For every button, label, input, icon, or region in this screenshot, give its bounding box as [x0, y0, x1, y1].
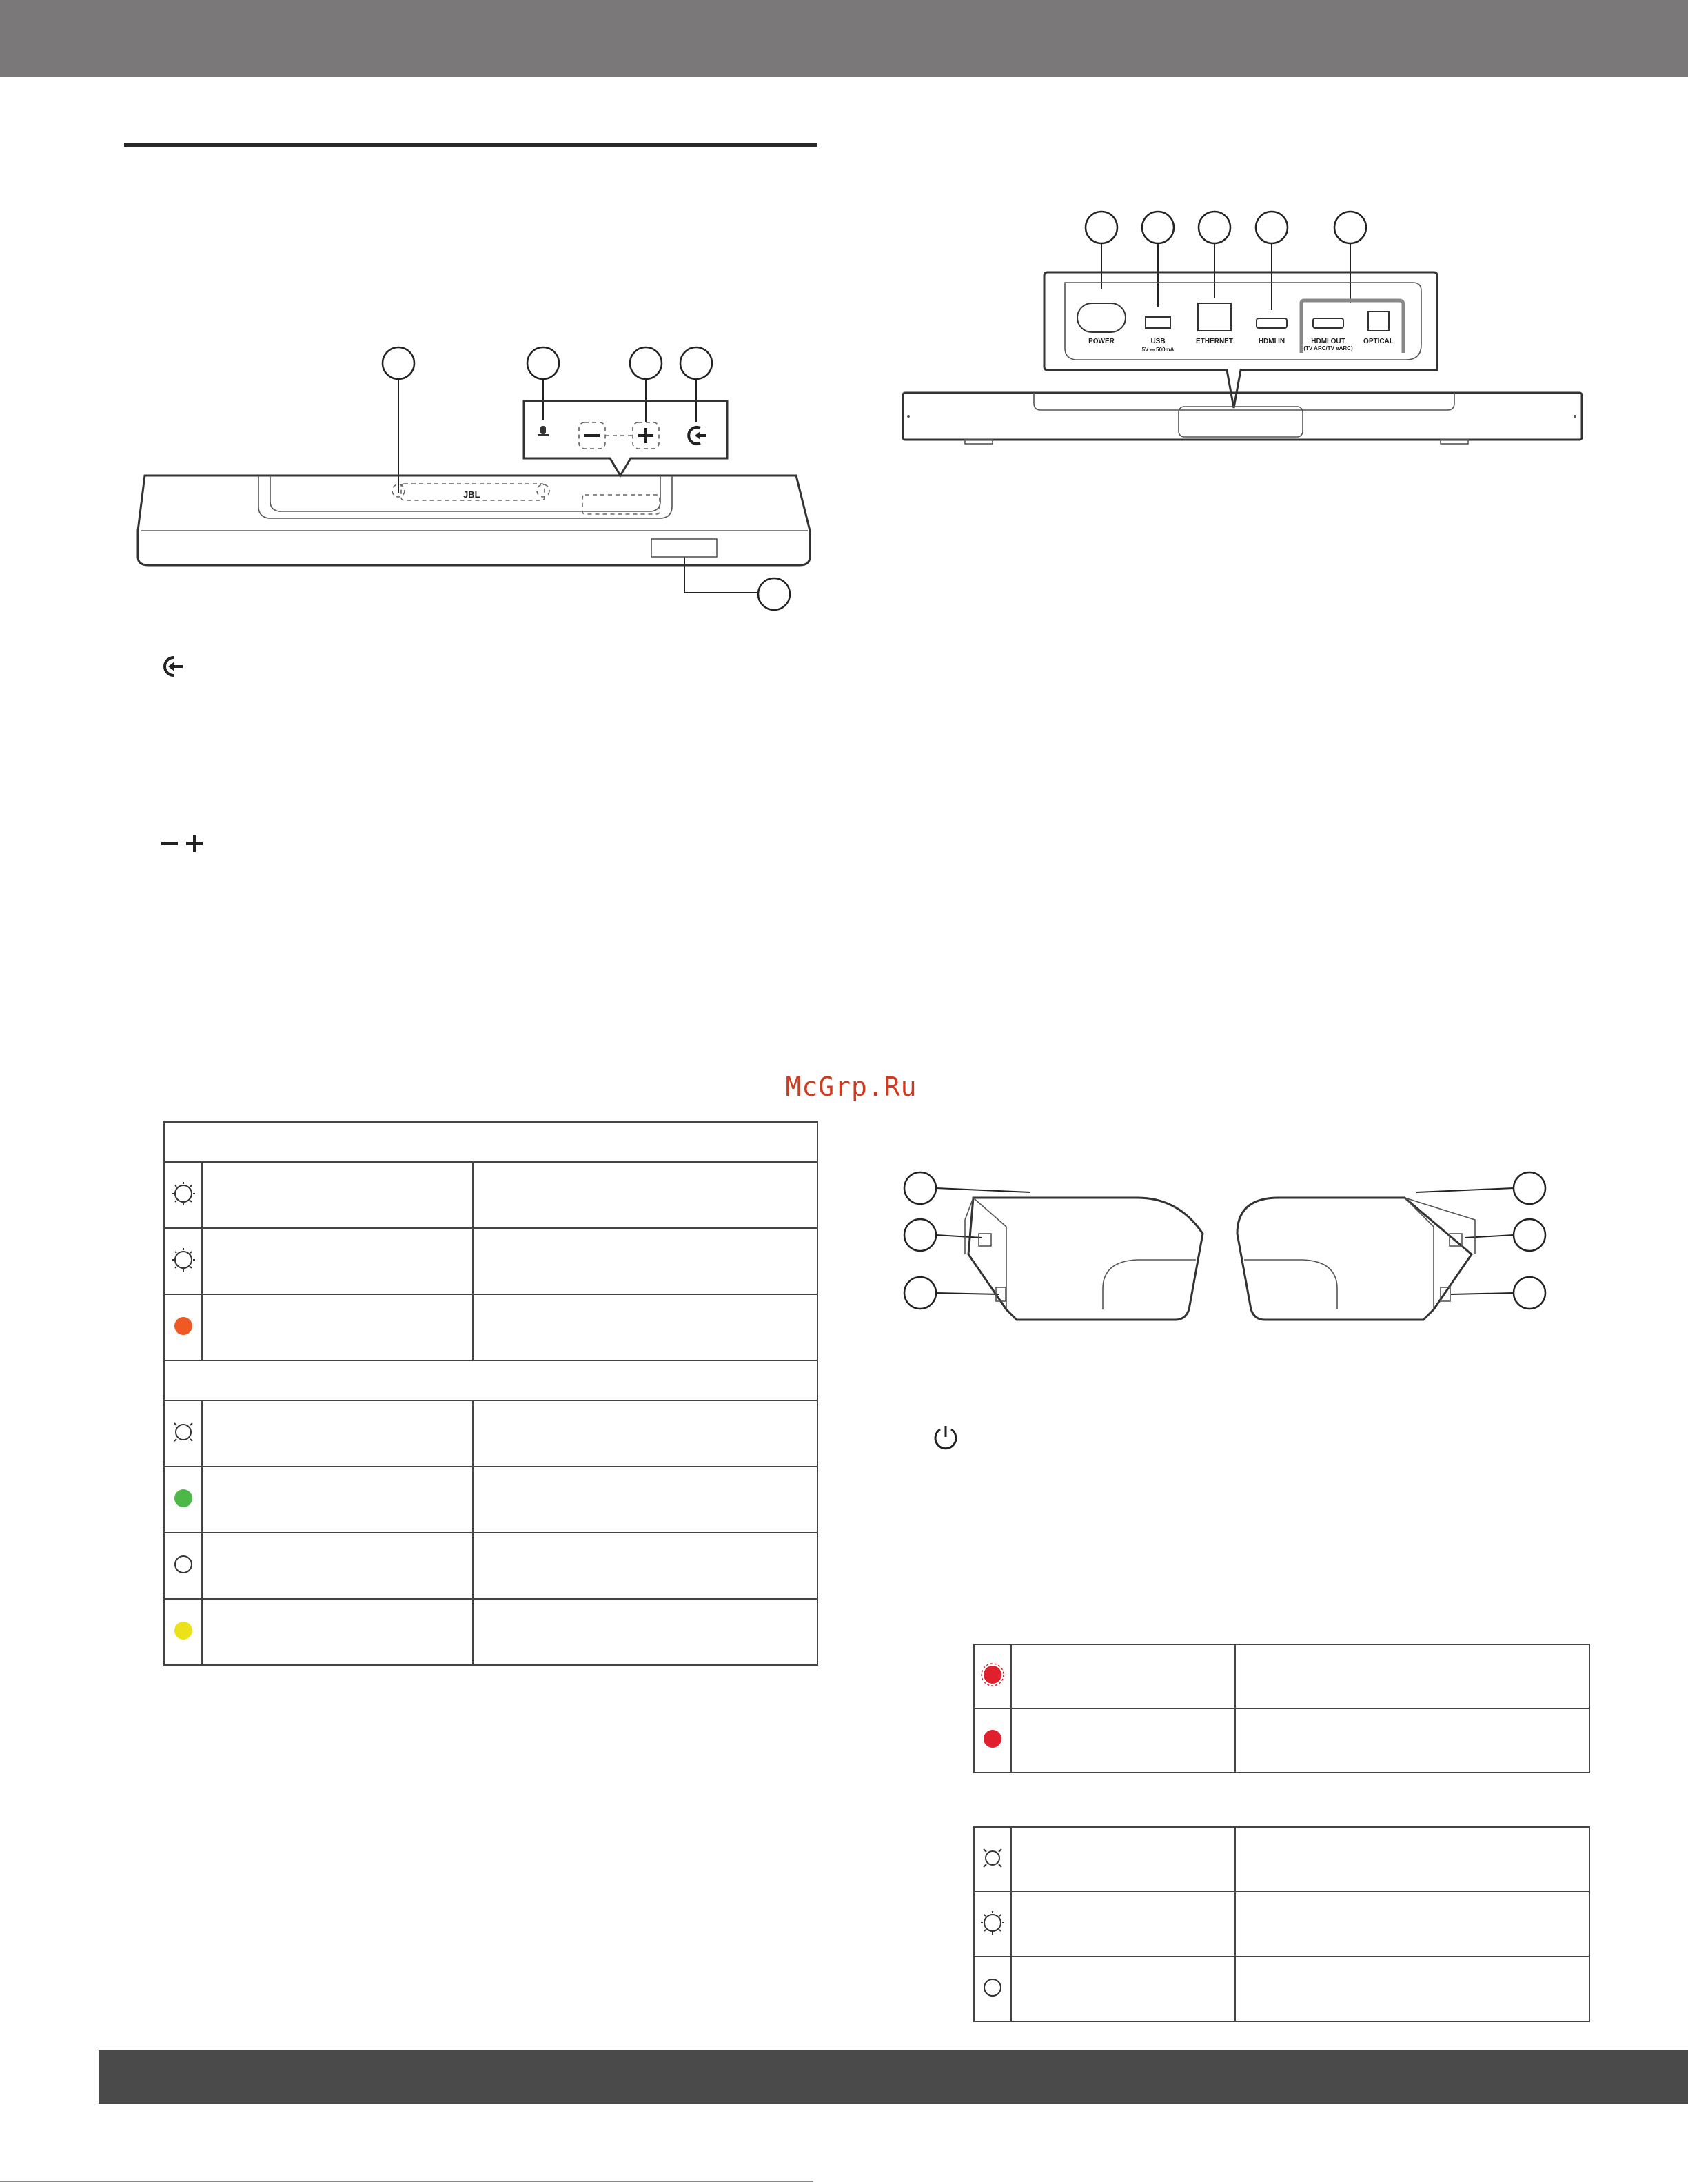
- white-dot-icon: [984, 1979, 1001, 1997]
- table-row: [164, 1400, 817, 1467]
- footer-rule: [0, 2181, 813, 2182]
- white-flash-icon: [980, 1910, 1005, 1935]
- table-row: [974, 1957, 1589, 2021]
- callout-speaker-2: [904, 1219, 936, 1251]
- callout-speaker-3: [904, 1277, 936, 1309]
- table-row: [164, 1533, 817, 1599]
- callout-speaker-1: [904, 1172, 936, 1204]
- led-table-right-bottom: [973, 1826, 1590, 2022]
- label-hdmi-out: HDMI OUT: [1311, 338, 1345, 345]
- table-row: [164, 1467, 817, 1533]
- table-row: [164, 1599, 817, 1665]
- green-dot-icon: [174, 1489, 192, 1507]
- led-table-right-top: [973, 1644, 1590, 1773]
- label-usb-sub: 5V ⎓ 500mA: [1141, 347, 1175, 353]
- white-dot-icon: [174, 1555, 192, 1573]
- label-power: POWER: [1088, 338, 1115, 345]
- label-hdmi-out-sub: (TV ARC/TV eARC): [1303, 345, 1353, 351]
- watermark: McGrp.Ru: [785, 1072, 917, 1102]
- bottom-footer-bar: [99, 2050, 1688, 2104]
- callout-speaker-5: [1514, 1219, 1545, 1251]
- label-ethernet: ETHERNET: [1196, 338, 1233, 345]
- table-row: [974, 1827, 1589, 1892]
- white-blink-icon: [982, 1847, 1004, 1869]
- callout-speaker-6: [1514, 1277, 1545, 1309]
- callout-speaker-4: [1514, 1172, 1545, 1204]
- red-flash-icon: [979, 1662, 1006, 1688]
- yellow-dot-icon: [174, 1622, 192, 1640]
- brand-logo: JBL: [463, 489, 480, 500]
- white-blink-icon: [172, 1421, 194, 1443]
- label-usb: USB: [1150, 338, 1166, 345]
- label-hdmi-in: HDMI IN: [1258, 338, 1285, 345]
- table-row: [974, 1708, 1589, 1773]
- table-row: [974, 1644, 1589, 1708]
- power-icon: [932, 1425, 959, 1452]
- red-dot-icon: [984, 1730, 1001, 1748]
- label-optical: OPTICAL: [1363, 338, 1394, 345]
- table-row: [974, 1892, 1589, 1957]
